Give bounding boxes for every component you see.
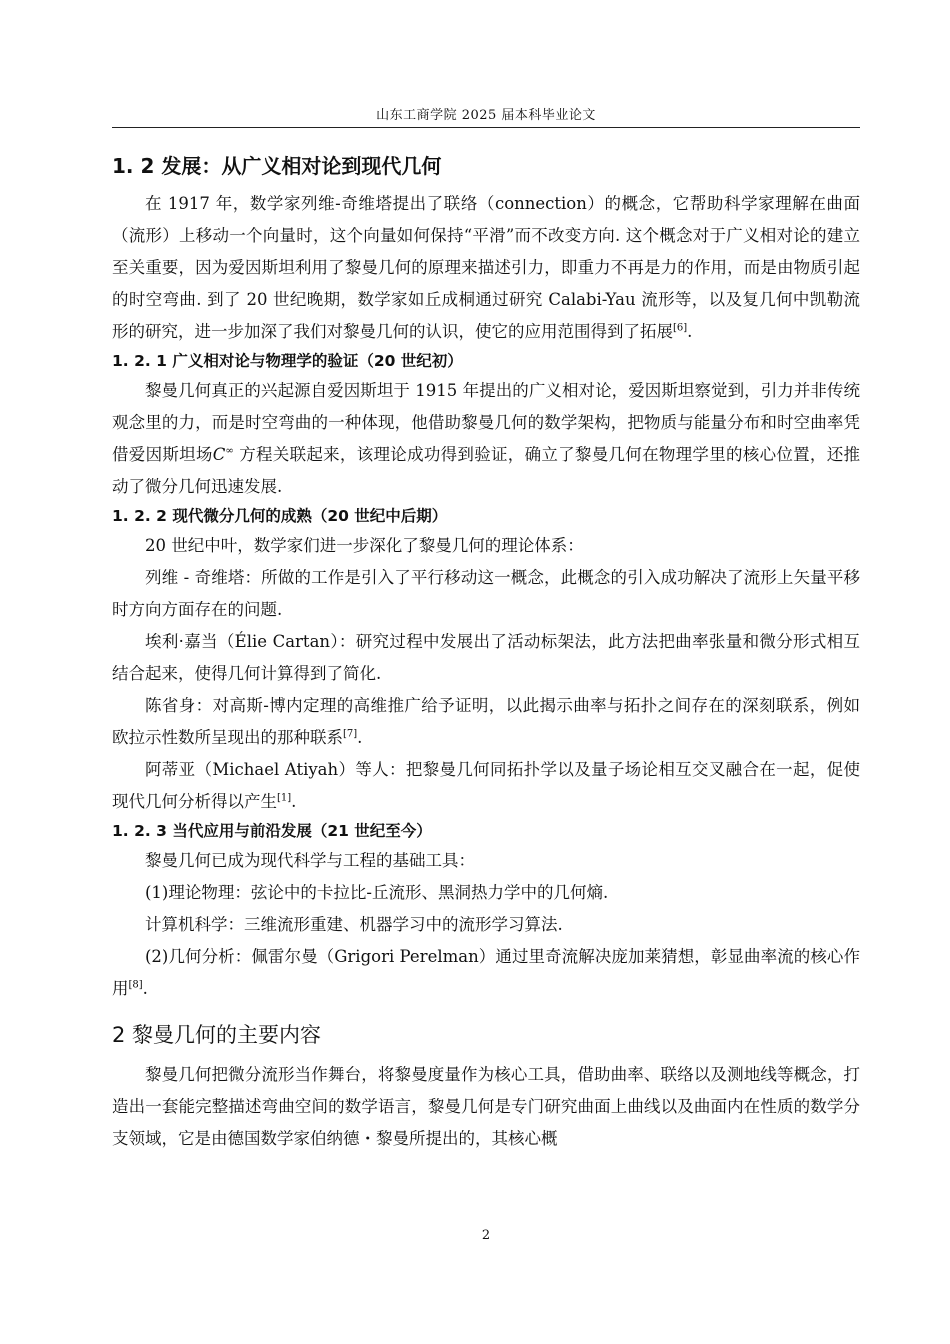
paragraph-general-relativity: 黎曼几何真正的兴起源自爱因斯坦于 1915 年提出的广义相对论，爱因斯坦察觉到，引力并非传统观念里的力，而是时空弯曲的一种体现，他借助黎曼几何的数学架构，把物质与能量分布和时空曲率凭借爱因斯坦场C∞ 方程关联起来，该理论成功得到验证，确立了黎曼几何在物理学里的核心位置，还推动了微分几何迅速发展. [112, 381, 860, 496]
paragraph-connection: 在 1917 年，数学家列维-奇维塔提出了联络（connection）的概念，它帮助科学家理解在曲面（流形）上移动一个向量时，这个向量如何保持“平滑”而不改变方向. 这个概念对于广义相对论的建立至关重要，因为爱因斯坦利用了黎曼几何的原理来描述引力，即重力不再是力的作用，而是由物质引起的时空弯曲. 到了 20 世纪晚期，数学家如丘成桐通过研究 Calabi-Yau 流形等，以及复几何中凯勒流形的研究，进一步加深了我们对黎曼几何的认识，使它的应用范围得到了拓展[6]. [112, 194, 860, 341]
chapter-heading-2: 2 黎曼几何的主要内容 [112, 1023, 322, 1047]
item-theoretical-physics: (1)理论物理：弦论中的卡拉比-丘流形、黑洞热力学中的几何熵. [145, 883, 609, 902]
citation-7: [7] [343, 728, 358, 740]
citation-1: [1] [277, 792, 292, 804]
subsection-heading-1-2-3: 1. 2. 3 当代应用与前沿发展（21 世纪至今） [112, 822, 432, 840]
page-header: 山东工商学院 2025 届本科毕业论文 [376, 108, 596, 123]
section-heading-1-2: 1. 2 发展：从广义相对论到现代几何 [112, 154, 442, 178]
subsection-heading-1-2-1: 1. 2. 1 广义相对论与物理学的验证（20 世纪初） [112, 352, 463, 370]
subsection-heading-1-2-2: 1. 2. 2 现代微分几何的成熟（20 世纪中后期） [112, 507, 448, 525]
item-chern: 陈省身：对高斯-博内定理的高维推广给予证明，以此揭示曲率与拓扑之间存在的深刻联系，例如欧拉示性数所呈现出的那种联系[7]. [112, 696, 860, 747]
paragraph-riemannian-intro: 黎曼几何把微分流形当作舞台，将黎曼度量作为核心工具，借助曲率、联络以及测地线等概念，打造出一套能完整描述弯曲空间的数学语言，黎曼几何是专门研究曲面上曲线以及曲面内在性质的数学分支领域，它是由德国数学家伯纳德・黎曼所提出的，其核心概 [112, 1065, 860, 1148]
math-c-infinity: C∞ [212, 445, 234, 464]
citation-8: [8] [128, 979, 143, 991]
item-computer-science: 计算机科学：三维流形重建、机器学习中的流形学习算法. [145, 915, 563, 934]
header-divider [112, 127, 860, 128]
paragraph-modern-tools-intro: 黎曼几何已成为现代科学与工程的基础工具： [145, 851, 475, 870]
citation-6: [6] [673, 322, 688, 334]
item-elie-cartan: 埃利·嘉当（Élie Cartan）：研究过程中发展出了活动标架法，此方法把曲率张量和微分形式相互结合起来，使得几何计算得到了简化. [112, 632, 860, 683]
page-number: 2 [481, 1228, 491, 1243]
item-geometric-analysis: (2)几何分析：佩雷尔曼（Grigori Perelman）通过里奇流解决庞加莱猜想，彰显曲率流的核心作用[8]. [112, 947, 860, 998]
item-levi-civita: 列维 - 奇维塔：所做的工作是引入了平行移动这一概念，此概念的引入成功解决了流形上矢量平移时方向方面存在的问题. [112, 568, 860, 619]
document-body [112, 148, 860, 1155]
item-atiyah: 阿蒂亚（Michael Atiyah）等人：把黎曼几何同拓扑学以及量子场论相互交叉融合在一起，促使现代几何分析得以产生[1]. [112, 760, 860, 811]
paragraph-mid-century-intro: 20 世纪中叶，数学家们进一步深化了黎曼几何的理论体系： [145, 536, 584, 555]
